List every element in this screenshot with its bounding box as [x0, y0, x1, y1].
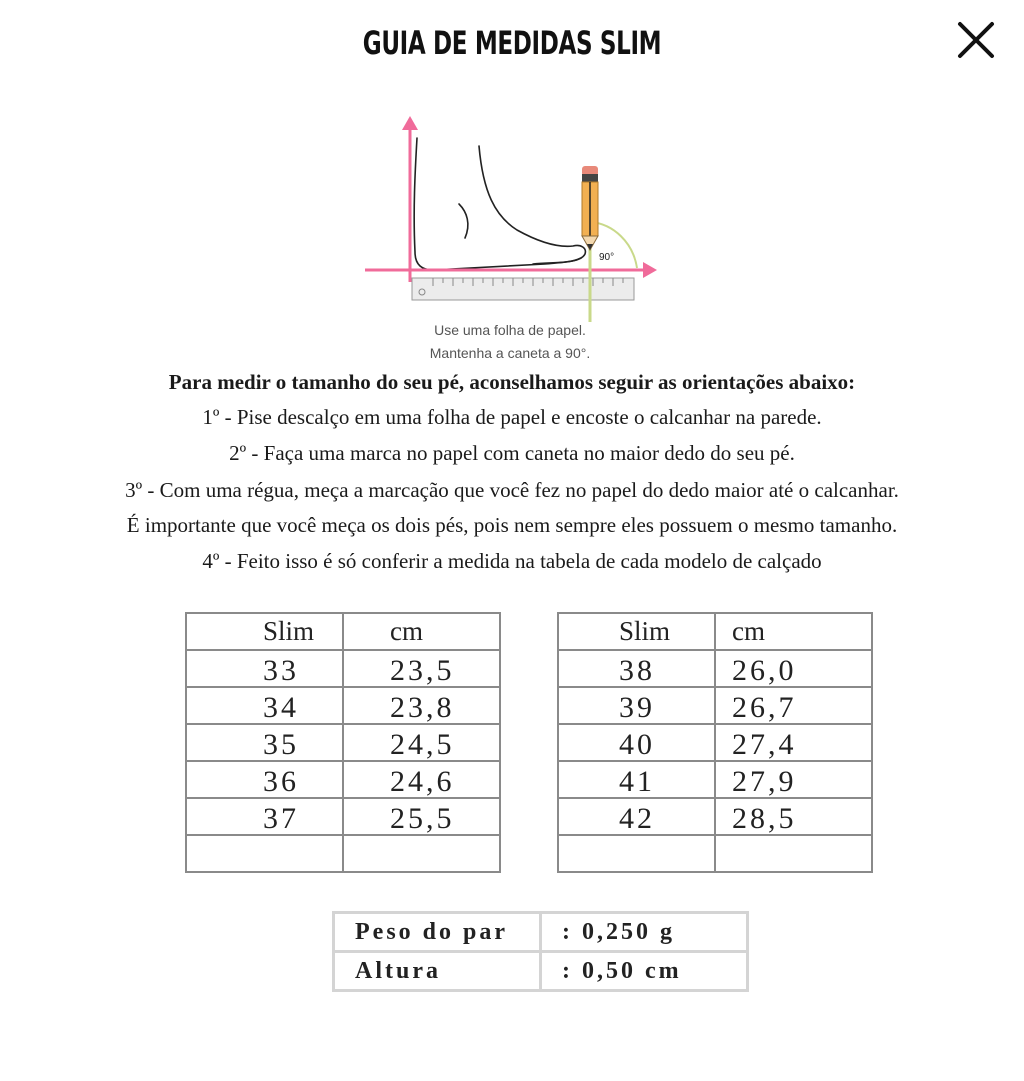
table-header-row [186, 613, 500, 650]
column-header-cm: cm [715, 613, 872, 650]
weight-value: : 0,250 g [541, 913, 748, 952]
pencil-icon [582, 166, 598, 250]
size-cell [558, 835, 715, 872]
foot-measurement-illustration [355, 112, 665, 322]
cm-cell: 26,0 [715, 650, 872, 687]
column-header-slim: Slim [186, 613, 343, 650]
instruction-note: É importante que você meça os dois pés, pois nem sempre eles possuem o mesmo tamanho. [126, 513, 898, 537]
table-header-row [558, 613, 872, 650]
cm-cell: 27,4 [715, 724, 872, 761]
weight-row [334, 913, 748, 952]
size-cell: 41 [558, 761, 715, 798]
product-specs-table [332, 911, 749, 992]
table-row [186, 835, 500, 872]
page-title: GUIA DE MEDIDAS SLIM [362, 24, 662, 62]
table-row [558, 761, 872, 798]
size-cell: 37 [186, 798, 343, 835]
instruction-step-3: 3º - Com uma régua, meça a marcação que você fez no papel do dedo maior até o calcanhar. [125, 478, 899, 502]
size-cell: 40 [558, 724, 715, 761]
cm-cell: 23,8 [343, 687, 500, 724]
column-header-cm: cm [343, 613, 500, 650]
ruler-icon [412, 278, 634, 300]
instructions-heading: Para medir o tamanho do seu pé, aconselhamos seguir as orientações abaixo: [168, 370, 856, 394]
size-table-left [185, 612, 501, 873]
angle-label: 90° [599, 252, 615, 263]
cm-cell: 28,5 [715, 798, 872, 835]
size-cell: 38 [558, 650, 715, 687]
size-cell: 39 [558, 687, 715, 724]
cm-cell: 26,7 [715, 687, 872, 724]
cm-cell: 24,5 [343, 724, 500, 761]
size-cell: 33 [186, 650, 343, 687]
cm-cell [343, 835, 500, 872]
cm-cell: 27,9 [715, 761, 872, 798]
size-cell [186, 835, 343, 872]
table-row [558, 835, 872, 872]
close-icon[interactable] [954, 18, 998, 62]
size-table-right [557, 612, 873, 873]
illustration-caption-2: Mantenha a caneta a 90°. [429, 345, 591, 361]
cm-cell [715, 835, 872, 872]
column-header-slim: Slim [558, 613, 715, 650]
table-row [186, 650, 500, 687]
illustration-caption-1: Use uma folha de papel. [434, 322, 586, 338]
size-cell: 36 [186, 761, 343, 798]
table-row [558, 798, 872, 835]
weight-label: Peso do par [334, 913, 541, 952]
table-row [186, 724, 500, 761]
table-row [186, 761, 500, 798]
cm-cell: 24,6 [343, 761, 500, 798]
table-row [558, 724, 872, 761]
cm-cell: 23,5 [343, 650, 500, 687]
foot-icon [414, 138, 585, 270]
height-value: : 0,50 cm [541, 952, 748, 991]
table-row [186, 687, 500, 724]
table-row [558, 650, 872, 687]
height-label: Altura [334, 952, 541, 991]
table-row [558, 687, 872, 724]
height-row [334, 952, 748, 991]
cm-cell: 25,5 [343, 798, 500, 835]
table-row [186, 798, 500, 835]
size-cell: 42 [558, 798, 715, 835]
instruction-step-2: 2º - Faça uma marca no papel com caneta no maior dedo do seu pé. [229, 441, 795, 465]
instruction-step-4: 4º - Feito isso é só conferir a medida na tabela de cada modelo de calçado [202, 549, 822, 573]
size-cell: 34 [186, 687, 343, 724]
size-cell: 35 [186, 724, 343, 761]
instruction-step-1: 1º - Pise descalço em uma folha de papel e encoste o calcanhar na parede. [202, 405, 822, 429]
